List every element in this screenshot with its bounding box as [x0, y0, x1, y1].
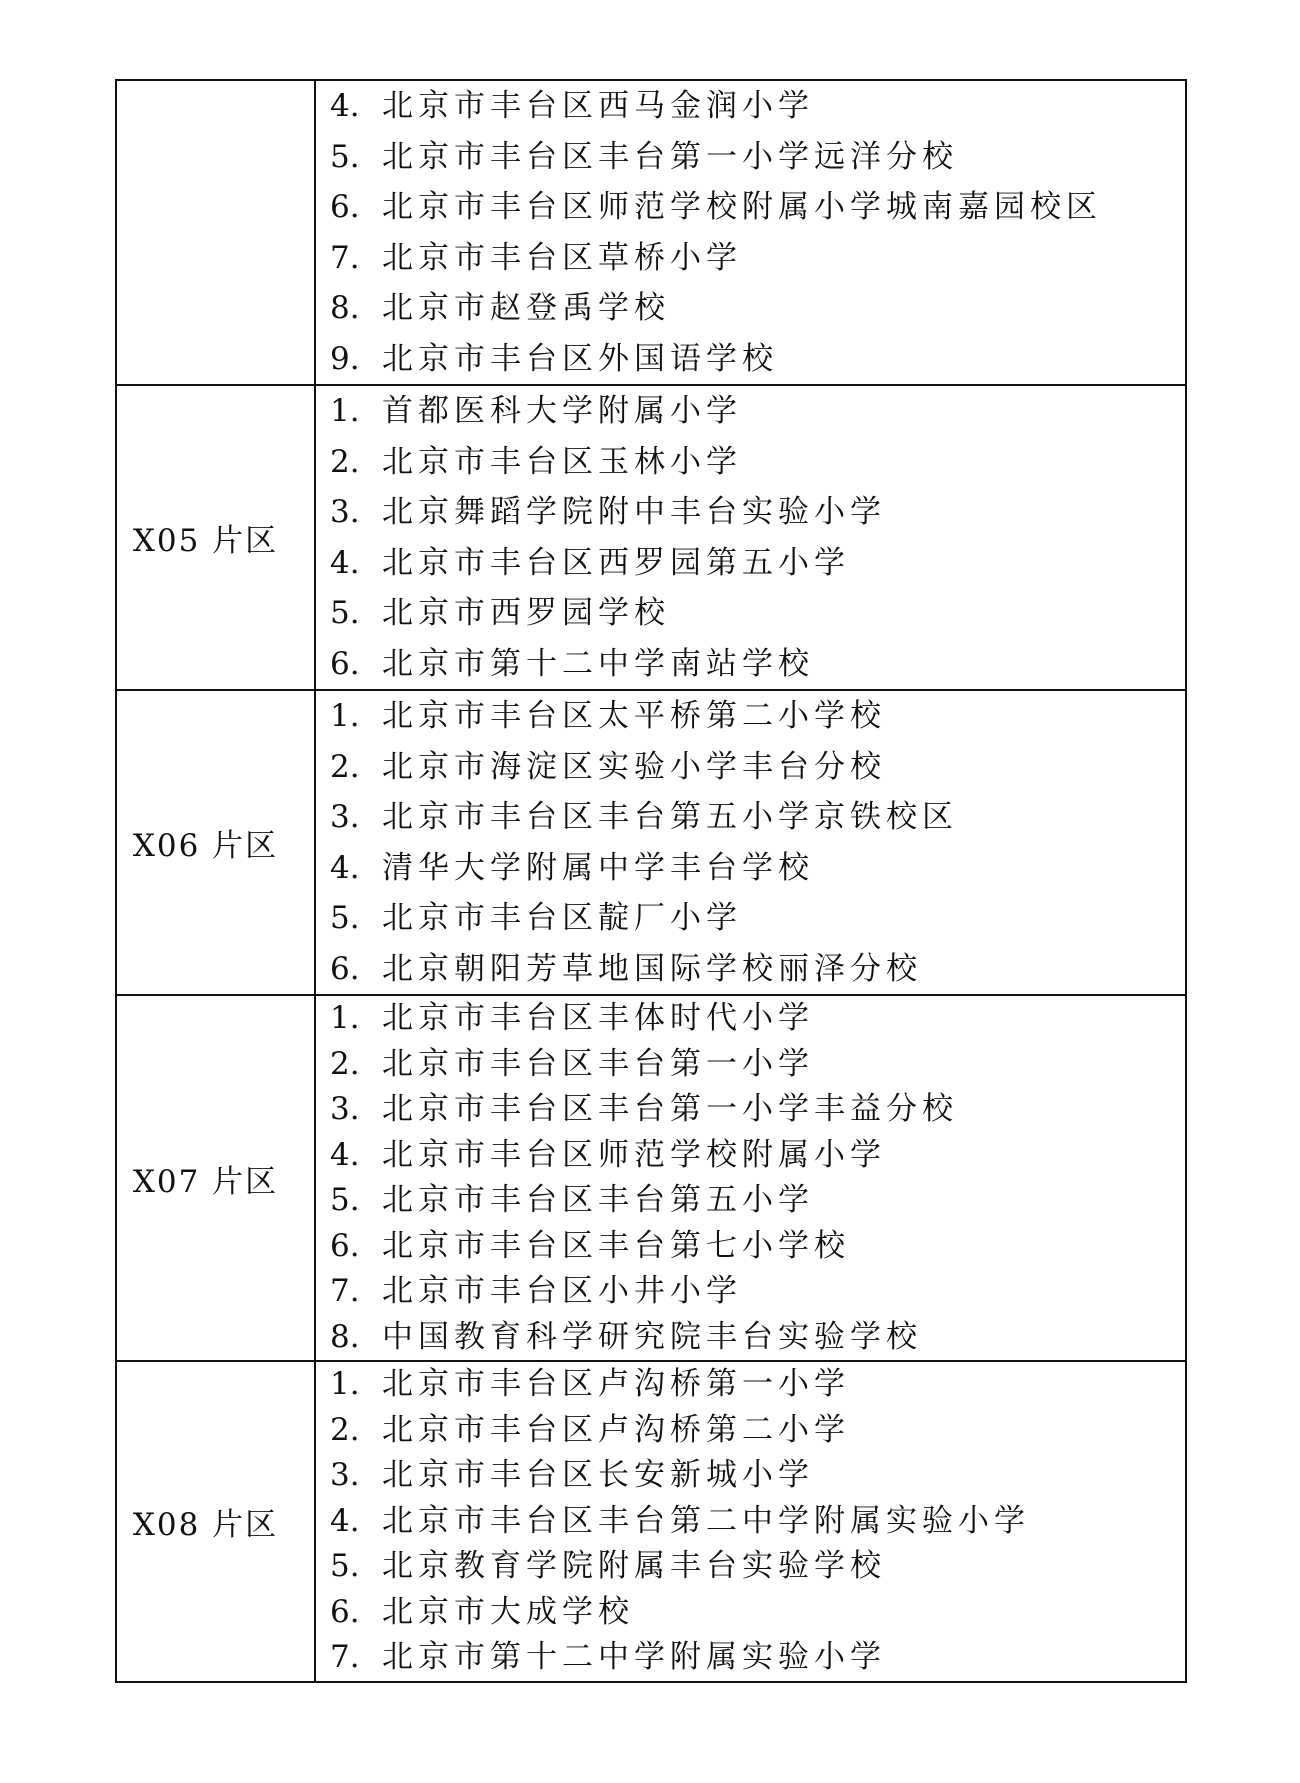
list-item	[316, 843, 1185, 894]
list-item	[316, 1087, 1185, 1133]
school-name: 北京市大成学校	[382, 1593, 634, 1630]
school-name: 北京市丰台区丰台第一小学远洋分校	[382, 138, 958, 175]
item-number: 3.	[330, 1091, 360, 1127]
item-number: 3.	[330, 799, 360, 835]
school-name: 北京教育学院附属丰台实验学校	[382, 1548, 886, 1584]
list-item	[316, 334, 1185, 385]
school-name: 北京市丰台区玉林小学	[382, 443, 742, 480]
item-number: 5.	[330, 1548, 360, 1584]
list-item	[316, 996, 1185, 1042]
zone-label: X07 片区	[132, 1163, 279, 1200]
item-number: 2.	[330, 443, 360, 480]
item-number: 4.	[330, 1502, 360, 1539]
school-name: 北京朝阳芳草地国际学校丽泽分校	[382, 950, 922, 987]
list-item	[316, 283, 1185, 334]
list-item	[316, 233, 1185, 284]
item-number: 1.	[330, 698, 360, 734]
school-name: 北京市丰台区丰台第七小学校	[382, 1227, 850, 1264]
school-name: 北京市第十二中学南站学校	[382, 645, 814, 682]
list-item	[316, 487, 1185, 538]
school-name: 北京市丰台区靛厂小学	[382, 900, 742, 936]
school-list	[316, 1362, 1185, 1681]
school-name: 北京市丰台区长安新城小学	[382, 1457, 814, 1493]
school-name: 北京市丰台区外国语学校	[382, 340, 778, 377]
school-name: 北京市第十二中学附属实验小学	[382, 1639, 886, 1675]
item-number: 5.	[330, 900, 360, 936]
school-name: 北京市丰台区西马金润小学	[382, 88, 814, 124]
item-number: 1.	[330, 1000, 360, 1036]
item-number: 7.	[330, 1273, 360, 1309]
item-number: 2.	[330, 1045, 360, 1082]
item-number: 4.	[330, 88, 360, 124]
list-item	[316, 437, 1185, 488]
schools-cell	[315, 80, 1186, 385]
list-item	[316, 1362, 1185, 1408]
item-number: 6.	[330, 1227, 360, 1264]
item-number: 3.	[330, 494, 360, 530]
school-name: 北京市丰台区西罗园第五小学	[382, 544, 850, 581]
table-row	[116, 80, 1186, 385]
zone-label: X08 片区	[132, 1506, 279, 1543]
list-item	[316, 386, 1185, 437]
school-name: 北京市丰台区太平桥第二小学校	[382, 698, 886, 734]
school-name: 北京市丰台区师范学校附属小学城南嘉园校区	[382, 189, 1102, 225]
schools-cell	[315, 1361, 1186, 1682]
school-name: 北京市丰台区丰台第五小学	[382, 1182, 814, 1218]
item-number: 7.	[330, 239, 360, 276]
item-number: 4.	[330, 1136, 360, 1173]
item-number: 3.	[330, 1457, 360, 1493]
table-row	[116, 1361, 1186, 1682]
table-row	[116, 690, 1186, 995]
list-item	[316, 893, 1185, 944]
item-number: 6.	[330, 645, 360, 682]
school-name: 北京市赵登禹学校	[382, 290, 670, 326]
item-number: 9.	[330, 340, 360, 377]
item-number: 6.	[330, 189, 360, 225]
item-number: 2.	[330, 1411, 360, 1448]
item-number: 5.	[330, 1182, 360, 1218]
zone-cell	[116, 385, 315, 690]
table-row	[116, 995, 1186, 1361]
item-number: 1.	[330, 393, 360, 429]
list-item	[316, 639, 1185, 690]
school-zone-table	[115, 79, 1187, 1683]
list-item	[316, 1453, 1185, 1499]
item-number: 4.	[330, 849, 360, 886]
list-item	[316, 1590, 1185, 1636]
list-item	[316, 1042, 1185, 1088]
school-name: 北京市丰台区师范学校附属小学	[382, 1136, 886, 1173]
school-name: 北京市丰台区丰台第二中学附属实验小学	[382, 1502, 1030, 1539]
list-item	[316, 1315, 1185, 1361]
list-item	[316, 742, 1185, 793]
list-item	[316, 1544, 1185, 1590]
zone-cell	[116, 690, 315, 995]
school-name: 首都医科大学附属小学	[382, 393, 742, 429]
list-item	[316, 1269, 1185, 1315]
zone-cell	[116, 995, 315, 1361]
item-number: 7.	[330, 1639, 360, 1675]
school-name: 清华大学附属中学丰台学校	[382, 849, 814, 886]
item-number: 5.	[330, 138, 360, 175]
schools-cell	[315, 690, 1186, 995]
list-item	[316, 1499, 1185, 1545]
item-number: 4.	[330, 544, 360, 581]
list-item	[316, 538, 1185, 589]
item-number: 6.	[330, 950, 360, 987]
school-name: 北京市海淀区实验小学丰台分校	[382, 748, 886, 785]
item-number: 1.	[330, 1366, 360, 1402]
school-name: 北京市西罗园学校	[382, 595, 670, 631]
school-list	[316, 81, 1185, 384]
zone-label: X06 片区	[132, 828, 279, 864]
list-item	[316, 691, 1185, 742]
school-name: 北京市丰台区卢沟桥第二小学	[382, 1411, 850, 1448]
list-item	[316, 81, 1185, 132]
list-item	[316, 792, 1185, 843]
item-number: 2.	[330, 748, 360, 785]
zone-label: X05 片区	[132, 523, 279, 559]
school-name: 北京市丰台区丰台第一小学丰益分校	[382, 1091, 958, 1127]
school-name: 北京舞蹈学院附中丰台实验小学	[382, 494, 886, 530]
zone-cell	[116, 80, 315, 385]
school-list	[316, 996, 1185, 1360]
item-number: 8.	[330, 290, 360, 326]
school-name: 北京市丰台区丰台第一小学	[382, 1045, 814, 1082]
school-name: 北京市丰台区丰台第五小学京铁校区	[382, 799, 958, 835]
list-item	[316, 132, 1185, 183]
school-name: 北京市丰台区丰体时代小学	[382, 1000, 814, 1036]
school-name: 中国教育科学研究院丰台实验学校	[382, 1318, 922, 1355]
item-number: 5.	[330, 595, 360, 631]
list-item	[316, 182, 1185, 233]
list-item	[316, 1408, 1185, 1454]
table-row	[116, 385, 1186, 690]
schools-cell	[315, 995, 1186, 1361]
list-item	[316, 1224, 1185, 1270]
schools-cell	[315, 385, 1186, 690]
list-item	[316, 1635, 1185, 1681]
list-item	[316, 588, 1185, 639]
list-item	[316, 1178, 1185, 1224]
item-number: 8.	[330, 1318, 360, 1355]
school-name: 北京市丰台区卢沟桥第一小学	[382, 1366, 850, 1402]
school-list	[316, 386, 1185, 689]
school-list	[316, 691, 1185, 994]
list-item	[316, 944, 1185, 995]
school-name: 北京市丰台区小井小学	[382, 1273, 742, 1309]
list-item	[316, 1133, 1185, 1179]
school-name: 北京市丰台区草桥小学	[382, 239, 742, 276]
zone-cell	[116, 1361, 315, 1682]
item-number: 6.	[330, 1593, 360, 1630]
